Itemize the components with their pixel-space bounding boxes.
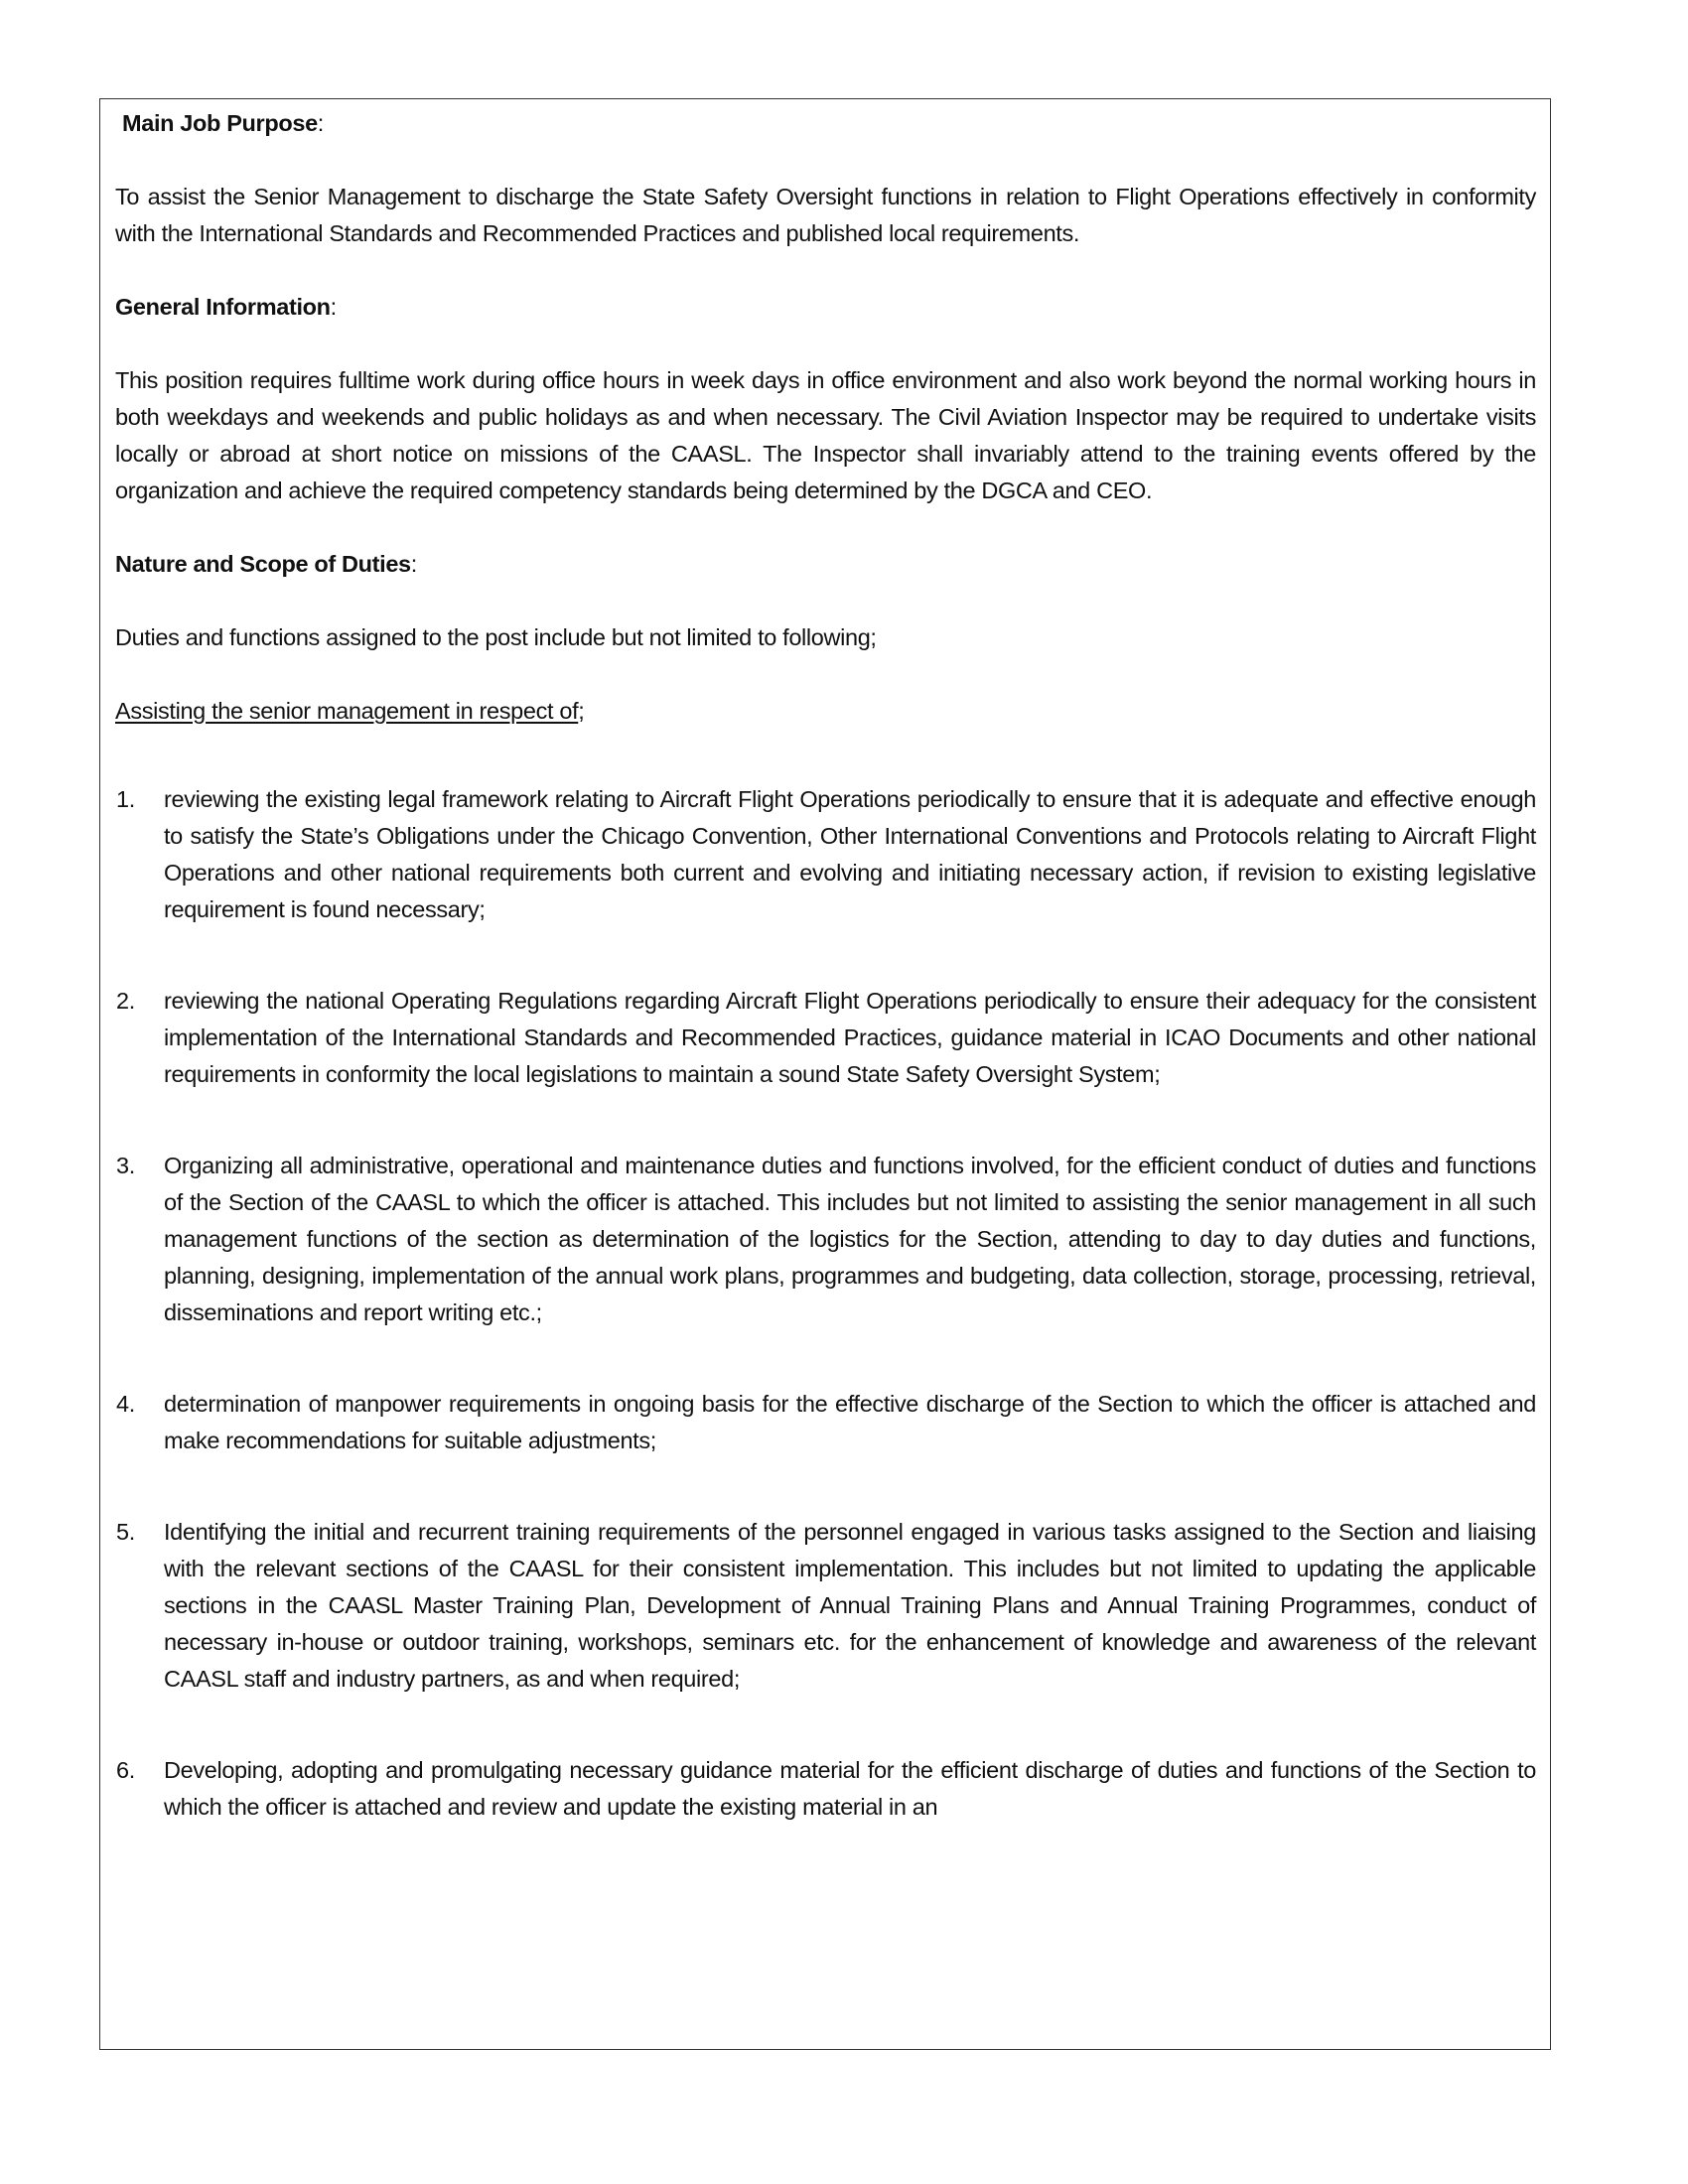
main-job-purpose-heading-text: Main Job Purpose [122, 110, 318, 136]
spacer [115, 252, 1536, 289]
duty-number: 1. [116, 786, 135, 812]
duties-intro: Duties and functions assigned to the post include but not limited to following; [115, 624, 877, 650]
duty-text: reviewing the existing legal framework relating to Aircraft Flight Operations periodically to ensure that it is adequate and effective enough to satisfy the State’s Obligations under the Chicago Convention, Other International Conventions and Protocols relating to Aircraft Flight Operations and other national requirements both current and evolving and initiating necessary action, if revision to existing legislative requirement is found necessary; [164, 786, 1536, 922]
spacer [115, 142, 1536, 179]
duty-item [115, 1386, 1536, 1459]
duty-text: Developing, adopting and promulgating necessary guidance material for the efficient discharge of duties and functions of the Section to which the officer is attached and review and update the existing material in an [164, 1757, 1536, 1820]
duty-text: Identifying the initial and recurrent training requirements of the personnel engaged in various tasks assigned to the Section and liaising with the relevant sections of the CAASL for their consistent implementation. This includes but not limited to updating the applicable sections in the CAASL Master Training Plan, Development of Annual Training Plans and Annual Training Programmes, conduct of necessary in-house or outdoor training, workshops, seminars etc. for the enhancement of knowledge and awareness of the relevant CAASL staff and industry partners, as and when required; [164, 1519, 1536, 1692]
duties-subheading-suffix: ; [578, 698, 585, 724]
spacer [115, 730, 1536, 781]
general-information-heading-text: General Information [115, 294, 331, 320]
general-information-heading [115, 289, 1536, 326]
duties-subheading [115, 693, 1536, 730]
heading-colon: : [410, 551, 417, 577]
duty-item [115, 1514, 1536, 1698]
duty-item [115, 1148, 1536, 1331]
document-content [115, 99, 1536, 1826]
nature-scope-heading [115, 546, 1536, 583]
duty-item [115, 983, 1536, 1093]
heading-colon: : [330, 294, 337, 320]
general-information-body: This position requires fulltime work during office hours in week days in office environment and also work beyond the normal working hours in both weekdays and weekends and public holidays as and when necessary. The Civil Aviation Inspector may be required to undertake visits locally or abroad at short notice on missions of the CAASL. The Inspector shall invariably attend to the training events offered by the organization and achieve the required competency standards being determined by the DGCA and CEO. [115, 367, 1536, 503]
heading-colon: : [317, 110, 324, 136]
duty-item [115, 781, 1536, 928]
spacer [115, 326, 1536, 362]
duty-number: 3. [116, 1153, 135, 1178]
spacer [115, 509, 1536, 546]
duty-text: determination of manpower requirements in ongoing basis for the effective discharge of the Section to which the officer is attached and make recommendations for suitable adjustments; [164, 1391, 1536, 1453]
main-job-purpose-heading [115, 99, 1536, 142]
duty-number: 6. [116, 1757, 135, 1783]
duty-number: 2. [116, 988, 135, 1014]
spacer [115, 583, 1536, 619]
duties-list [115, 781, 1536, 1826]
duty-text: reviewing the national Operating Regulations regarding Aircraft Flight Operations periodically to ensure their adequacy for the consistent implementation of the International Standards and Recommended Practices, guidance material in ICAO Documents and other national requirements in conformity the local legislations to maintain a sound State Safety Oversight System; [164, 988, 1536, 1087]
duty-number: 4. [116, 1391, 135, 1417]
duty-item [115, 1752, 1536, 1826]
main-job-purpose-body: To assist the Senior Management to discharge the State Safety Oversight functions in relation to Flight Operations effectively in conformity with the International Standards and Recommended Practices and published local requirements. [115, 184, 1536, 246]
duties-subheading-text: Assisting the senior management in respect of [115, 698, 579, 724]
duty-number: 5. [116, 1519, 135, 1545]
duty-text: Organizing all administrative, operational and maintenance duties and functions involved, for the efficient conduct of duties and functions of the Section of the CAASL to which the officer is attached. This includes but not limited to assisting the senior management in all such management functions of the section as determination of the logistics for the Section, attending to day to day duties and functions, planning, designing, implementation of the annual work plans, programmes and budgeting, data collection, storage, processing, retrieval, disseminations and report writing etc.; [164, 1153, 1536, 1325]
spacer [115, 656, 1536, 693]
job-description-box [99, 98, 1551, 2050]
nature-scope-heading-text: Nature and Scope of Duties [115, 551, 411, 577]
